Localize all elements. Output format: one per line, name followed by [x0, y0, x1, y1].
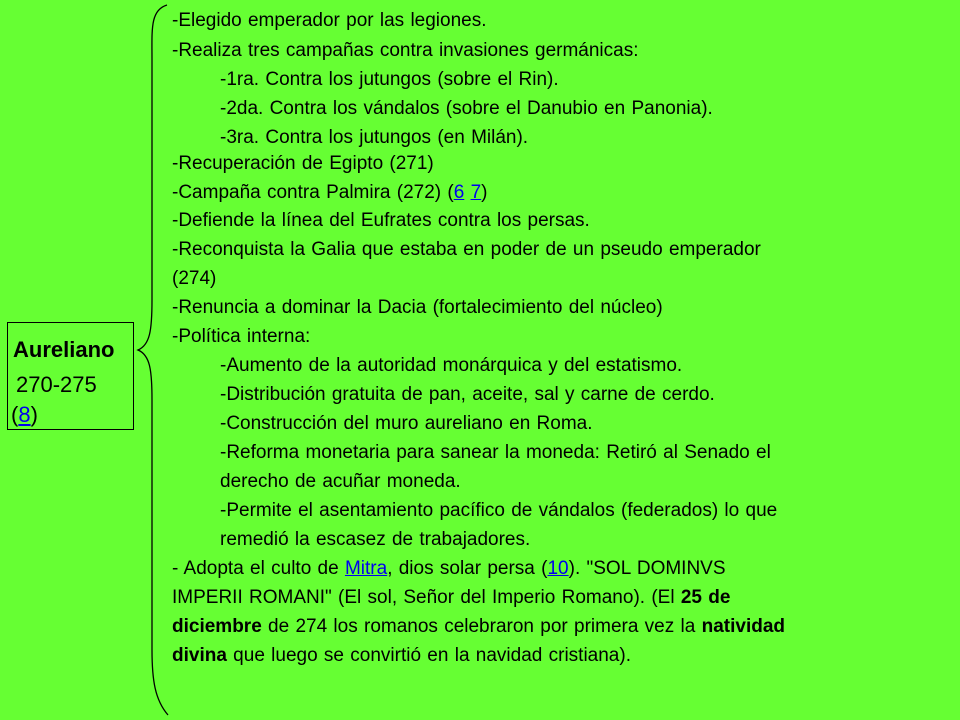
ref-link-10[interactable]: 10 — [547, 558, 569, 579]
line-politica: -Política interna: — [172, 326, 311, 347]
line-dacia: -Renuncia a dominar la Dacia (fortalecimiento del núcleo) — [172, 297, 663, 318]
mitra-mid: , dios solar persa ( — [387, 558, 548, 579]
emperor-years: 270-275 — [16, 372, 97, 397]
ref-link-8[interactable]: 8 — [18, 402, 31, 427]
bold-natividad: natividad — [701, 616, 786, 637]
line-reforma-cont: derecho de acuñar moneda. — [220, 471, 461, 492]
line-elegido: -Elegido emperador por las legiones. — [172, 10, 487, 31]
divina-text: que luego se convirtió en la navidad cristiana). — [226, 645, 631, 666]
line-divina — [172, 645, 631, 667]
ref-link-7[interactable]: 7 — [470, 182, 482, 203]
mitra-pre: - Adopta el culto de — [172, 558, 345, 579]
line-muro: -Construcción del muro aureliano en Roma. — [220, 413, 593, 434]
line-vandalos: -Permite el asentamiento pacífico de vándalos (federados) lo que — [220, 500, 778, 521]
mitra-post: ). "SOL DOMINVS — [568, 558, 726, 579]
line-distribucion: -Distribución gratuita de pan, aceite, sal y carne de cerdo. — [220, 384, 715, 405]
line-campanas: -Realiza tres campañas contra invasiones germánicas: — [172, 40, 639, 61]
line-galia-year: (274) — [172, 268, 217, 289]
diciembre-text: de 274 los romanos celebraron por primera vez la — [261, 616, 702, 637]
ref-close: ) — [30, 402, 38, 427]
line-imperii — [172, 587, 730, 609]
line-mitra — [172, 558, 726, 580]
line-palmira — [172, 182, 487, 204]
line-egipto: -Recuperación de Egipto (271) — [172, 153, 434, 174]
palmira-text: -Campaña contra Palmira (272) ( — [172, 182, 454, 203]
bold-divina: divina — [172, 645, 227, 666]
bold-diciembre: diciembre — [172, 616, 262, 637]
ref-open: ( — [11, 402, 19, 427]
line-campana-1: -1ra. Contra los jutungos (sobre el Rin). — [220, 69, 559, 90]
bold-25-de: 25 de — [680, 587, 731, 608]
line-campana-2: -2da. Contra los vándalos (sobre el Danubio en Panonia). — [220, 98, 713, 119]
line-reforma: -Reforma monetaria para sanear la moneda: Retiró al Senado el — [220, 442, 771, 463]
line-autoridad: -Aumento de la autoridad monárquica y del estatismo. — [220, 355, 683, 376]
line-diciembre — [172, 616, 785, 638]
line-vandalos-cont: remedió la escasez de trabajadores. — [220, 529, 531, 550]
emperor-name: Aureliano — [13, 337, 115, 362]
emperor-ref — [11, 402, 38, 428]
palmira-close: ) — [481, 182, 488, 203]
line-campana-3: -3ra. Contra los jutungos (en Milán). — [220, 127, 529, 148]
mitra-link[interactable]: Mitra — [344, 558, 388, 579]
line-galia: -Reconquista la Galia que estaba en poder de un pseudo emperador — [172, 239, 761, 260]
ref-link-6[interactable]: 6 — [453, 182, 465, 203]
line-eufrates: -Defiende la línea del Eufrates contra los persas. — [172, 210, 590, 231]
imperii-text: IMPERII ROMANI" (El sol, Señor del Imperio Romano). (El — [172, 587, 681, 608]
